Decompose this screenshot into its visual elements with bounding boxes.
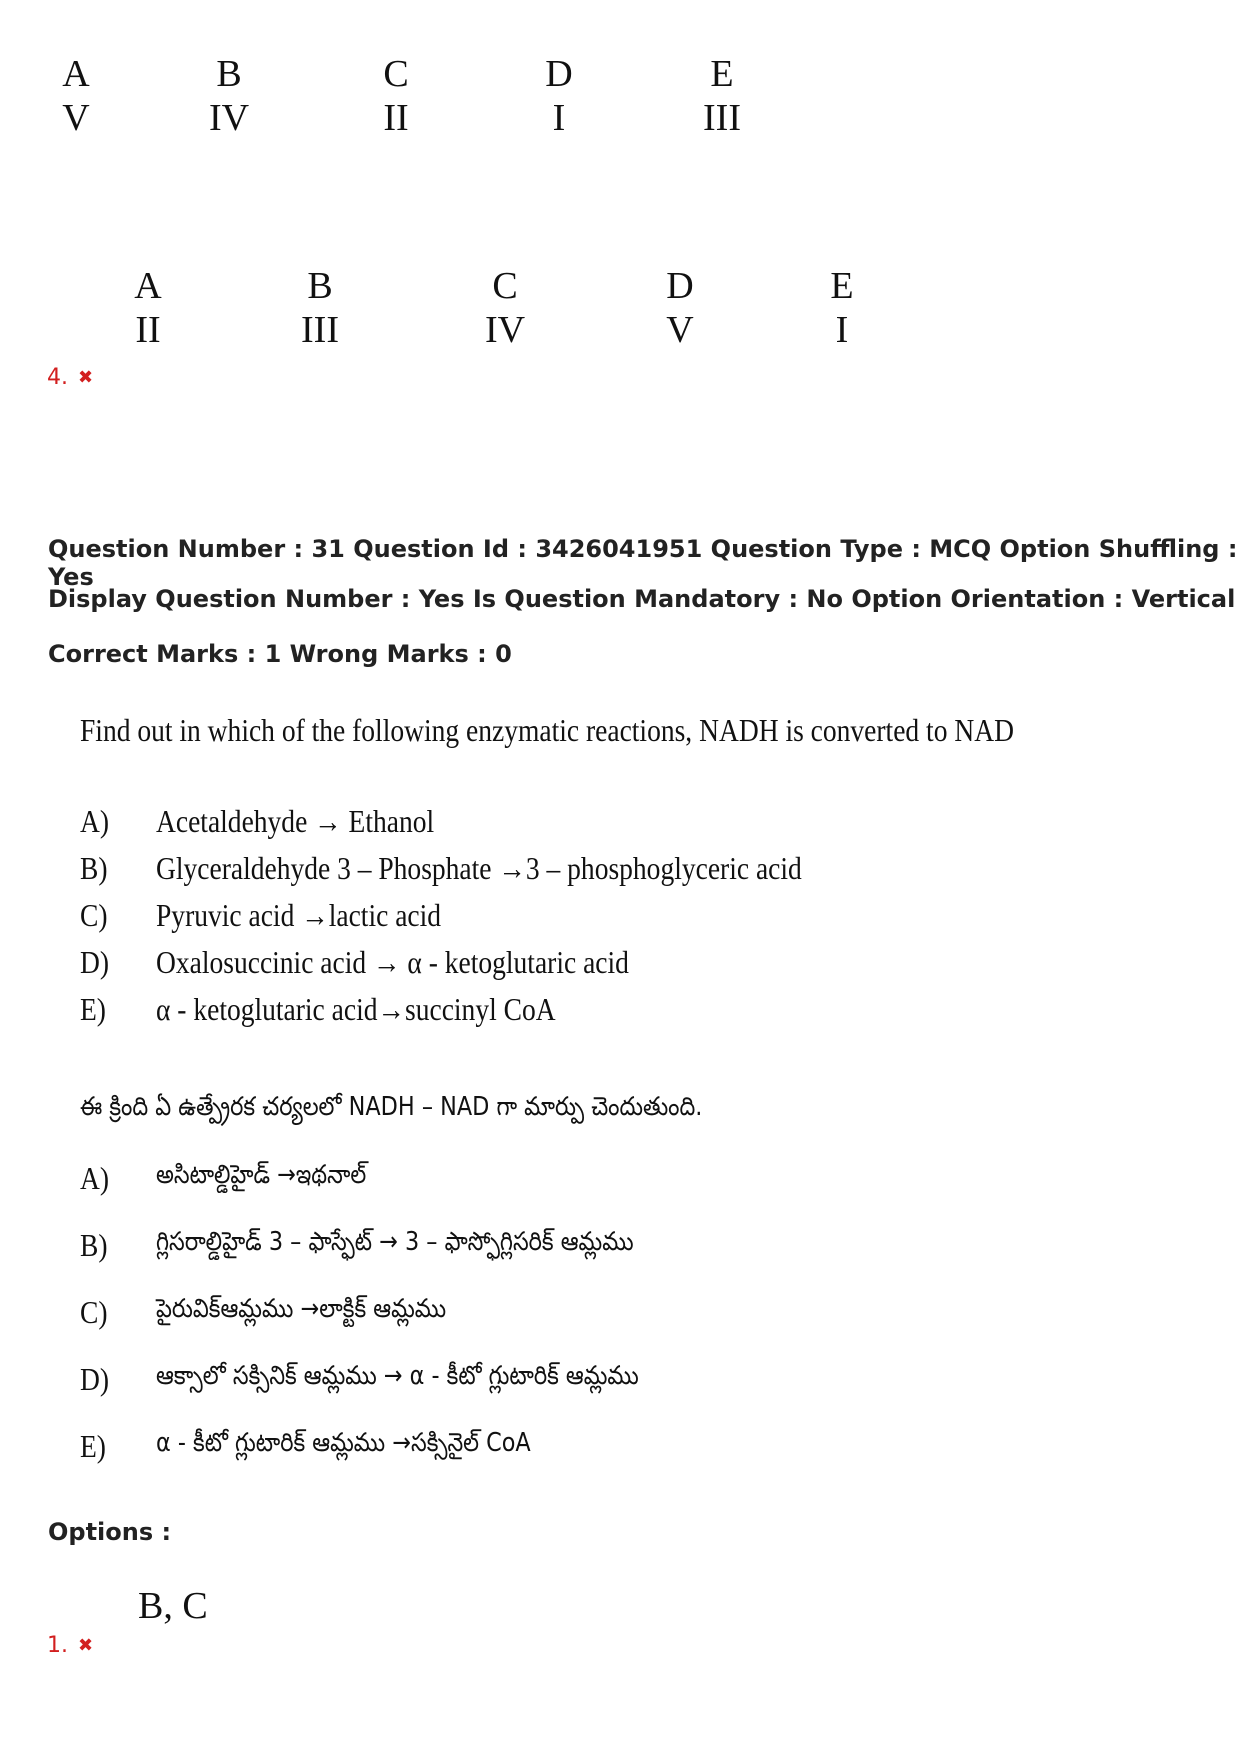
question-stem-telugu: ఈ క్రింది ఏ ఉత్ప్రేరక చర్యలలో NADH – NAD గా మార్పు చెందుతుంది.	[80, 1092, 703, 1122]
telugu-item: B) గ్లిసరాల్డిహైడ్ 3 – ఫాస్ఫేట్ → 3 – ఫాస్ఫోగ్లిసరిక్ ఆమ్లము	[80, 1227, 634, 1263]
grid-col: C IV	[484, 265, 526, 351]
grid-col: E I	[830, 265, 854, 351]
options-heading: Options :	[48, 1518, 172, 1546]
english-item: C) Pyruvic acid →lactic acid	[80, 897, 442, 933]
english-item: E) α - ketoglutaric acid→succinyl CoA	[80, 991, 556, 1027]
wrong-cross-icon: ✖	[78, 1635, 94, 1656]
option4-number: 4. ✖	[47, 365, 94, 390]
question-meta-line1: Question Number : 31 Question Id : 3426041951 Question Type : MCQ Option Shuffling : Yes	[48, 535, 1238, 591]
question-meta-line2: Display Question Number : Yes Is Question Mandatory : No Option Orientation : Vertical	[48, 585, 1236, 613]
option4-match-grid	[118, 264, 872, 352]
question-stem-english: Find out in which of the following enzymatic reactions, NADH is converted to NAD	[80, 712, 1014, 748]
english-item: B) Glyceraldehyde 3 – Phosphate →3 – phosphoglyceric acid	[80, 850, 802, 886]
telugu-item: C) పైరువిక్ఆమ్లము →లాక్టిక్ ఆమ్లము	[80, 1294, 447, 1330]
english-item: D) Oxalosuccinic acid → α - ketoglutaric acid	[80, 944, 629, 980]
grid-col: A II	[134, 265, 162, 351]
grid-col: B III	[301, 265, 339, 351]
telugu-item: A) అసిటాల్డిహైడ్ →ఇథనాల్	[80, 1160, 367, 1196]
telugu-item: E) α - కీటో గ్లుటారిక్ ఆమ్లము →సక్సినైల్ CoA	[80, 1428, 531, 1464]
option3-match-grid	[46, 52, 752, 140]
option1-number: 1. ✖	[47, 1633, 94, 1658]
grid-col: D V	[666, 265, 694, 351]
option1-text: B, C	[138, 1585, 208, 1627]
question-meta-line3: Correct Marks : 1 Wrong Marks : 0	[48, 640, 512, 668]
grid-col: A V	[62, 53, 90, 139]
telugu-item: D) ఆక్సాలో సక్సినిక్ ఆమ్లము → α - కీటో గ్లుటారిక్ ఆమ్లము	[80, 1361, 639, 1397]
grid-col: B IV	[208, 53, 250, 139]
grid-col: D I	[545, 53, 573, 139]
grid-col: C II	[383, 53, 409, 139]
wrong-cross-icon: ✖	[78, 367, 94, 388]
english-item: A) Acetaldehyde → Ethanol	[80, 803, 435, 839]
grid-col: E III	[703, 53, 741, 139]
